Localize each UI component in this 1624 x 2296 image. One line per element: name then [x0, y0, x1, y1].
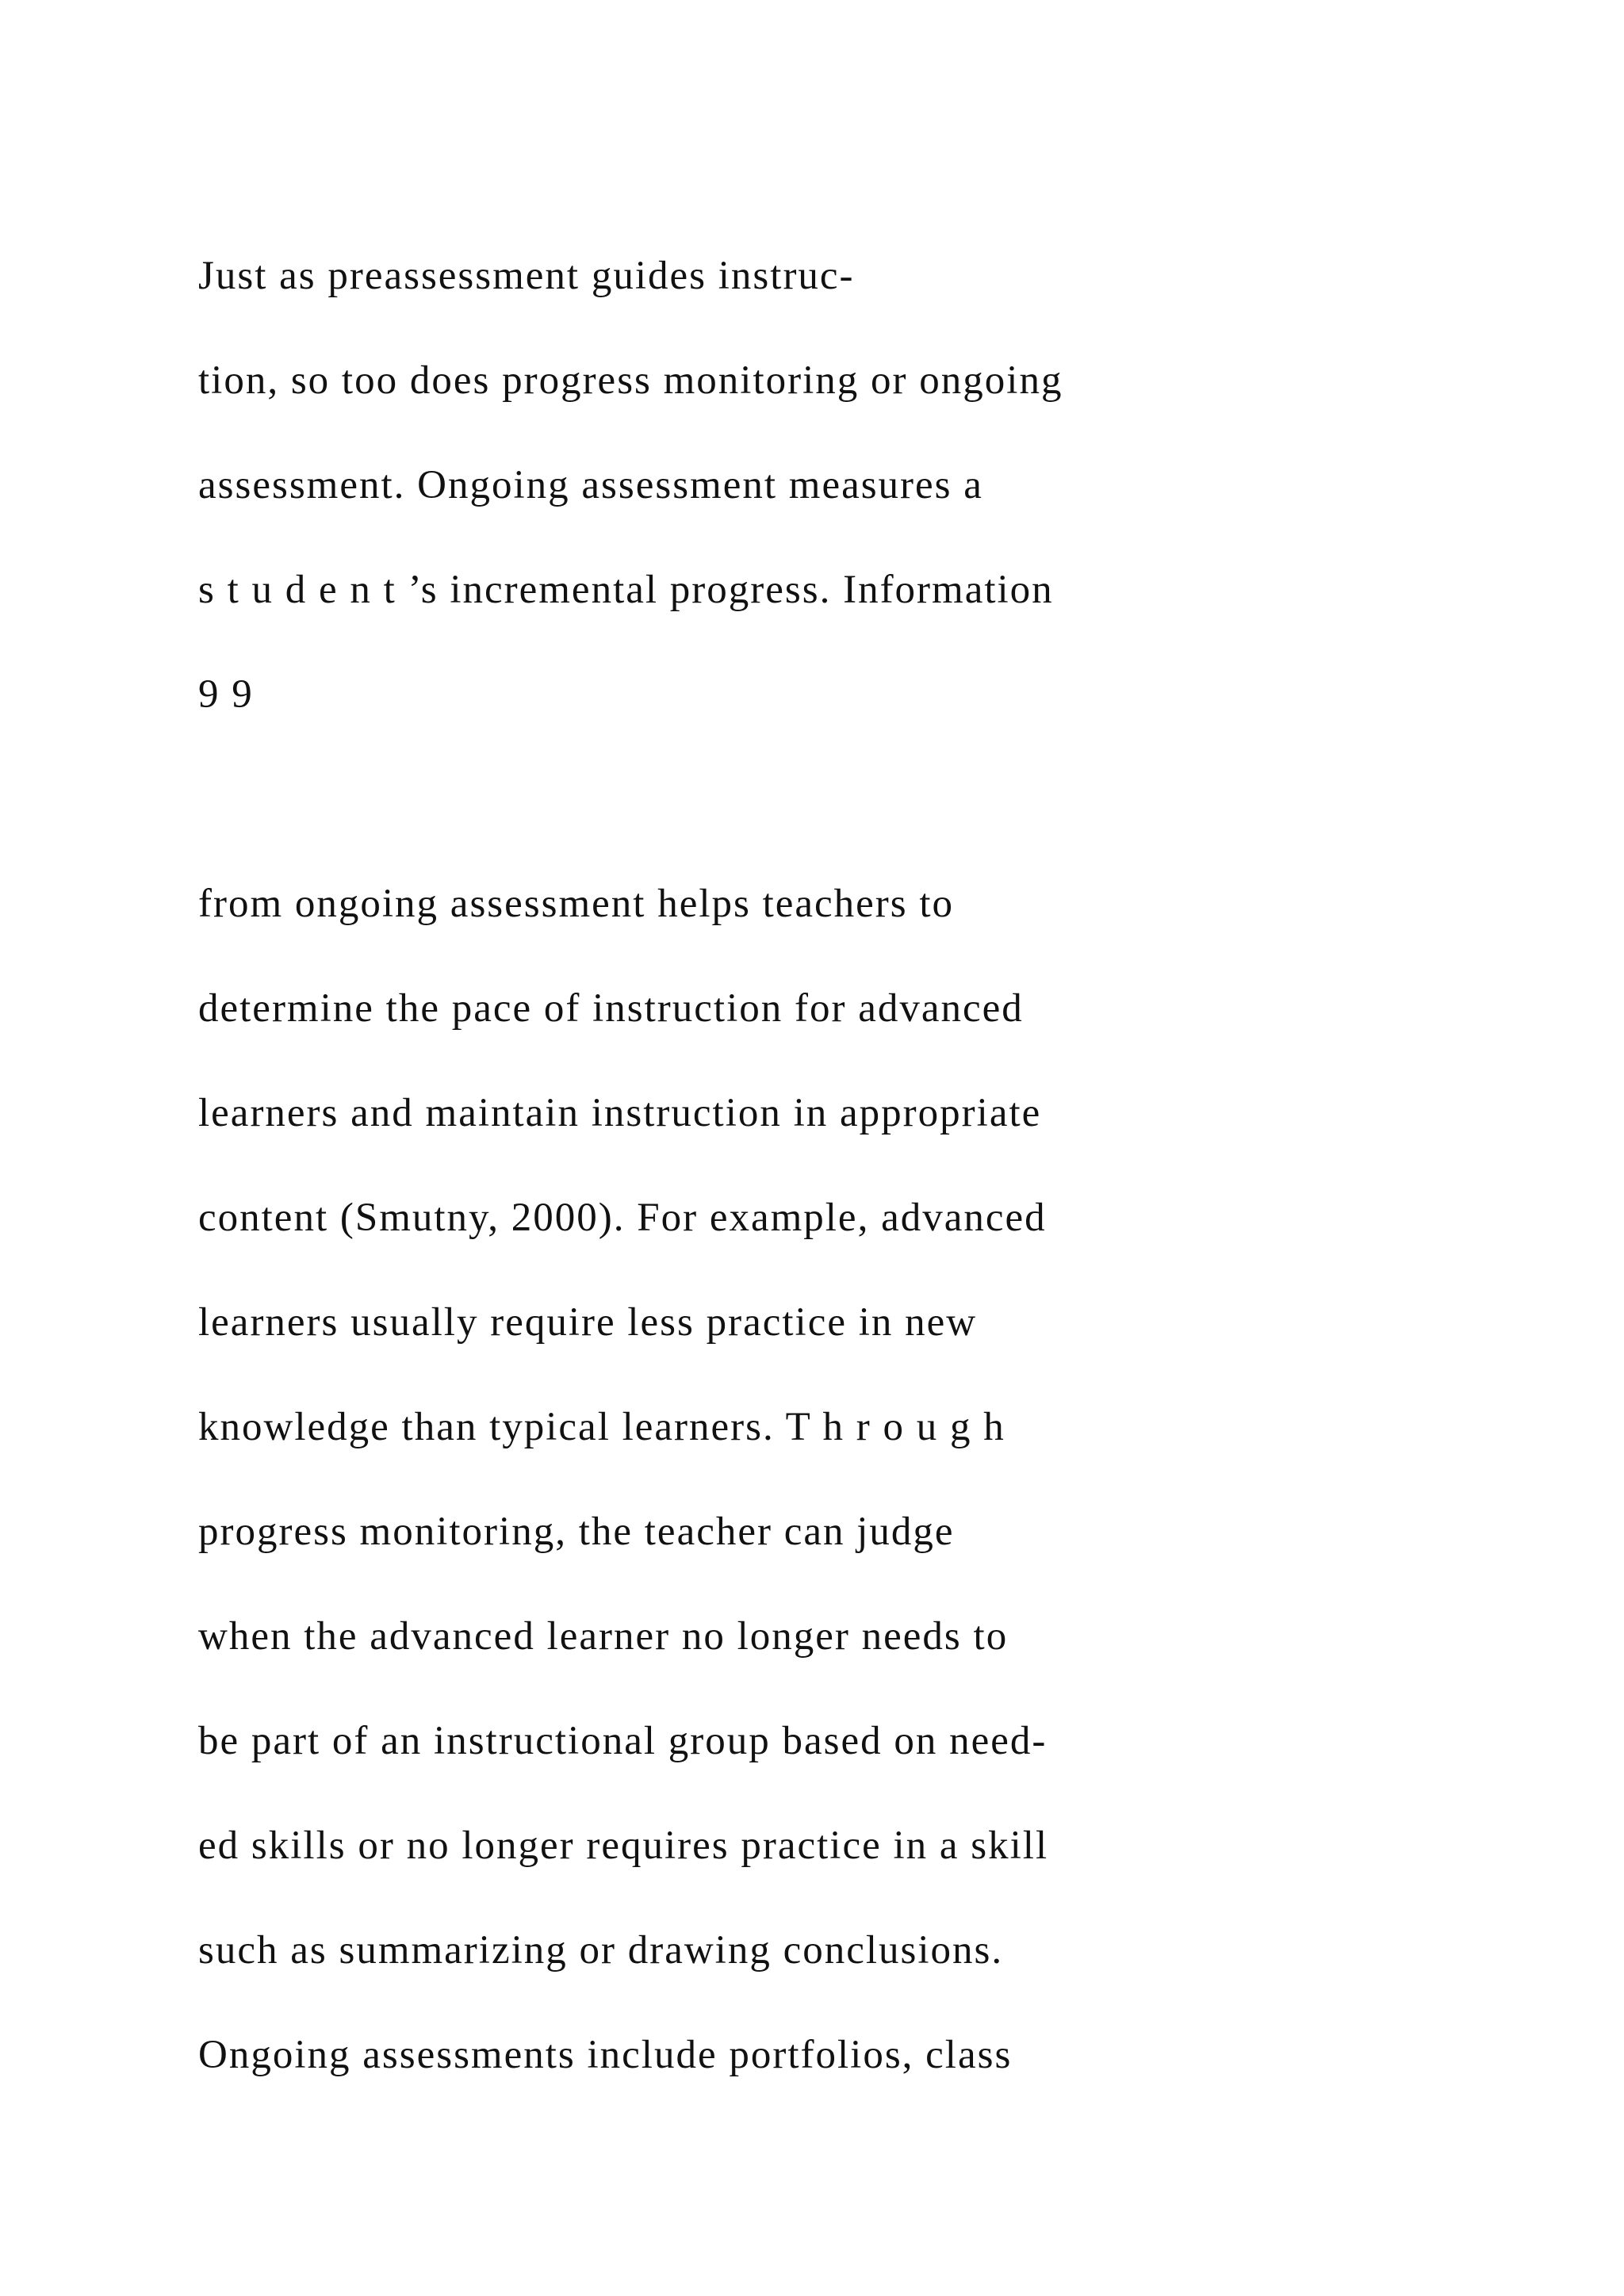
- text-line: learners and maintain instruction in appropriate: [198, 1091, 1042, 1135]
- page-number: 9 9: [198, 672, 254, 717]
- text-line: Ongoing assessments include portfolios, class: [198, 2033, 1013, 2077]
- text-line: be part of an instructional group based on need-: [198, 1719, 1048, 1763]
- text-line: ed skills or no longer requires practice in a skill: [198, 1823, 1049, 1868]
- text-line: progress monitoring, the teacher can judge: [198, 1510, 955, 1554]
- text-line: tion, so too does progress monitoring or ongoing: [198, 358, 1063, 403]
- text-line: s t u d e n t ’s incremental progress. Information: [198, 568, 1054, 612]
- text-line: such as summarizing or drawing conclusions.: [198, 1928, 1004, 1973]
- text-line: content (Smutny, 2000). For example, advanced: [198, 1196, 1047, 1240]
- text-line: when the advanced learner no longer needs to: [198, 1614, 1009, 1659]
- text-line: from ongoing assessment helps teachers to: [198, 882, 955, 926]
- text-line: knowledge than typical learners. T h r o u g h: [198, 1405, 1005, 1449]
- text-line: assessment. Ongoing assessment measures a: [198, 463, 983, 507]
- text-line: learners usually require less practice in new: [198, 1300, 978, 1345]
- text-line: Just as preassessment guides instruc-: [198, 254, 855, 298]
- text-line: determine the pace of instruction for advanced: [198, 986, 1024, 1031]
